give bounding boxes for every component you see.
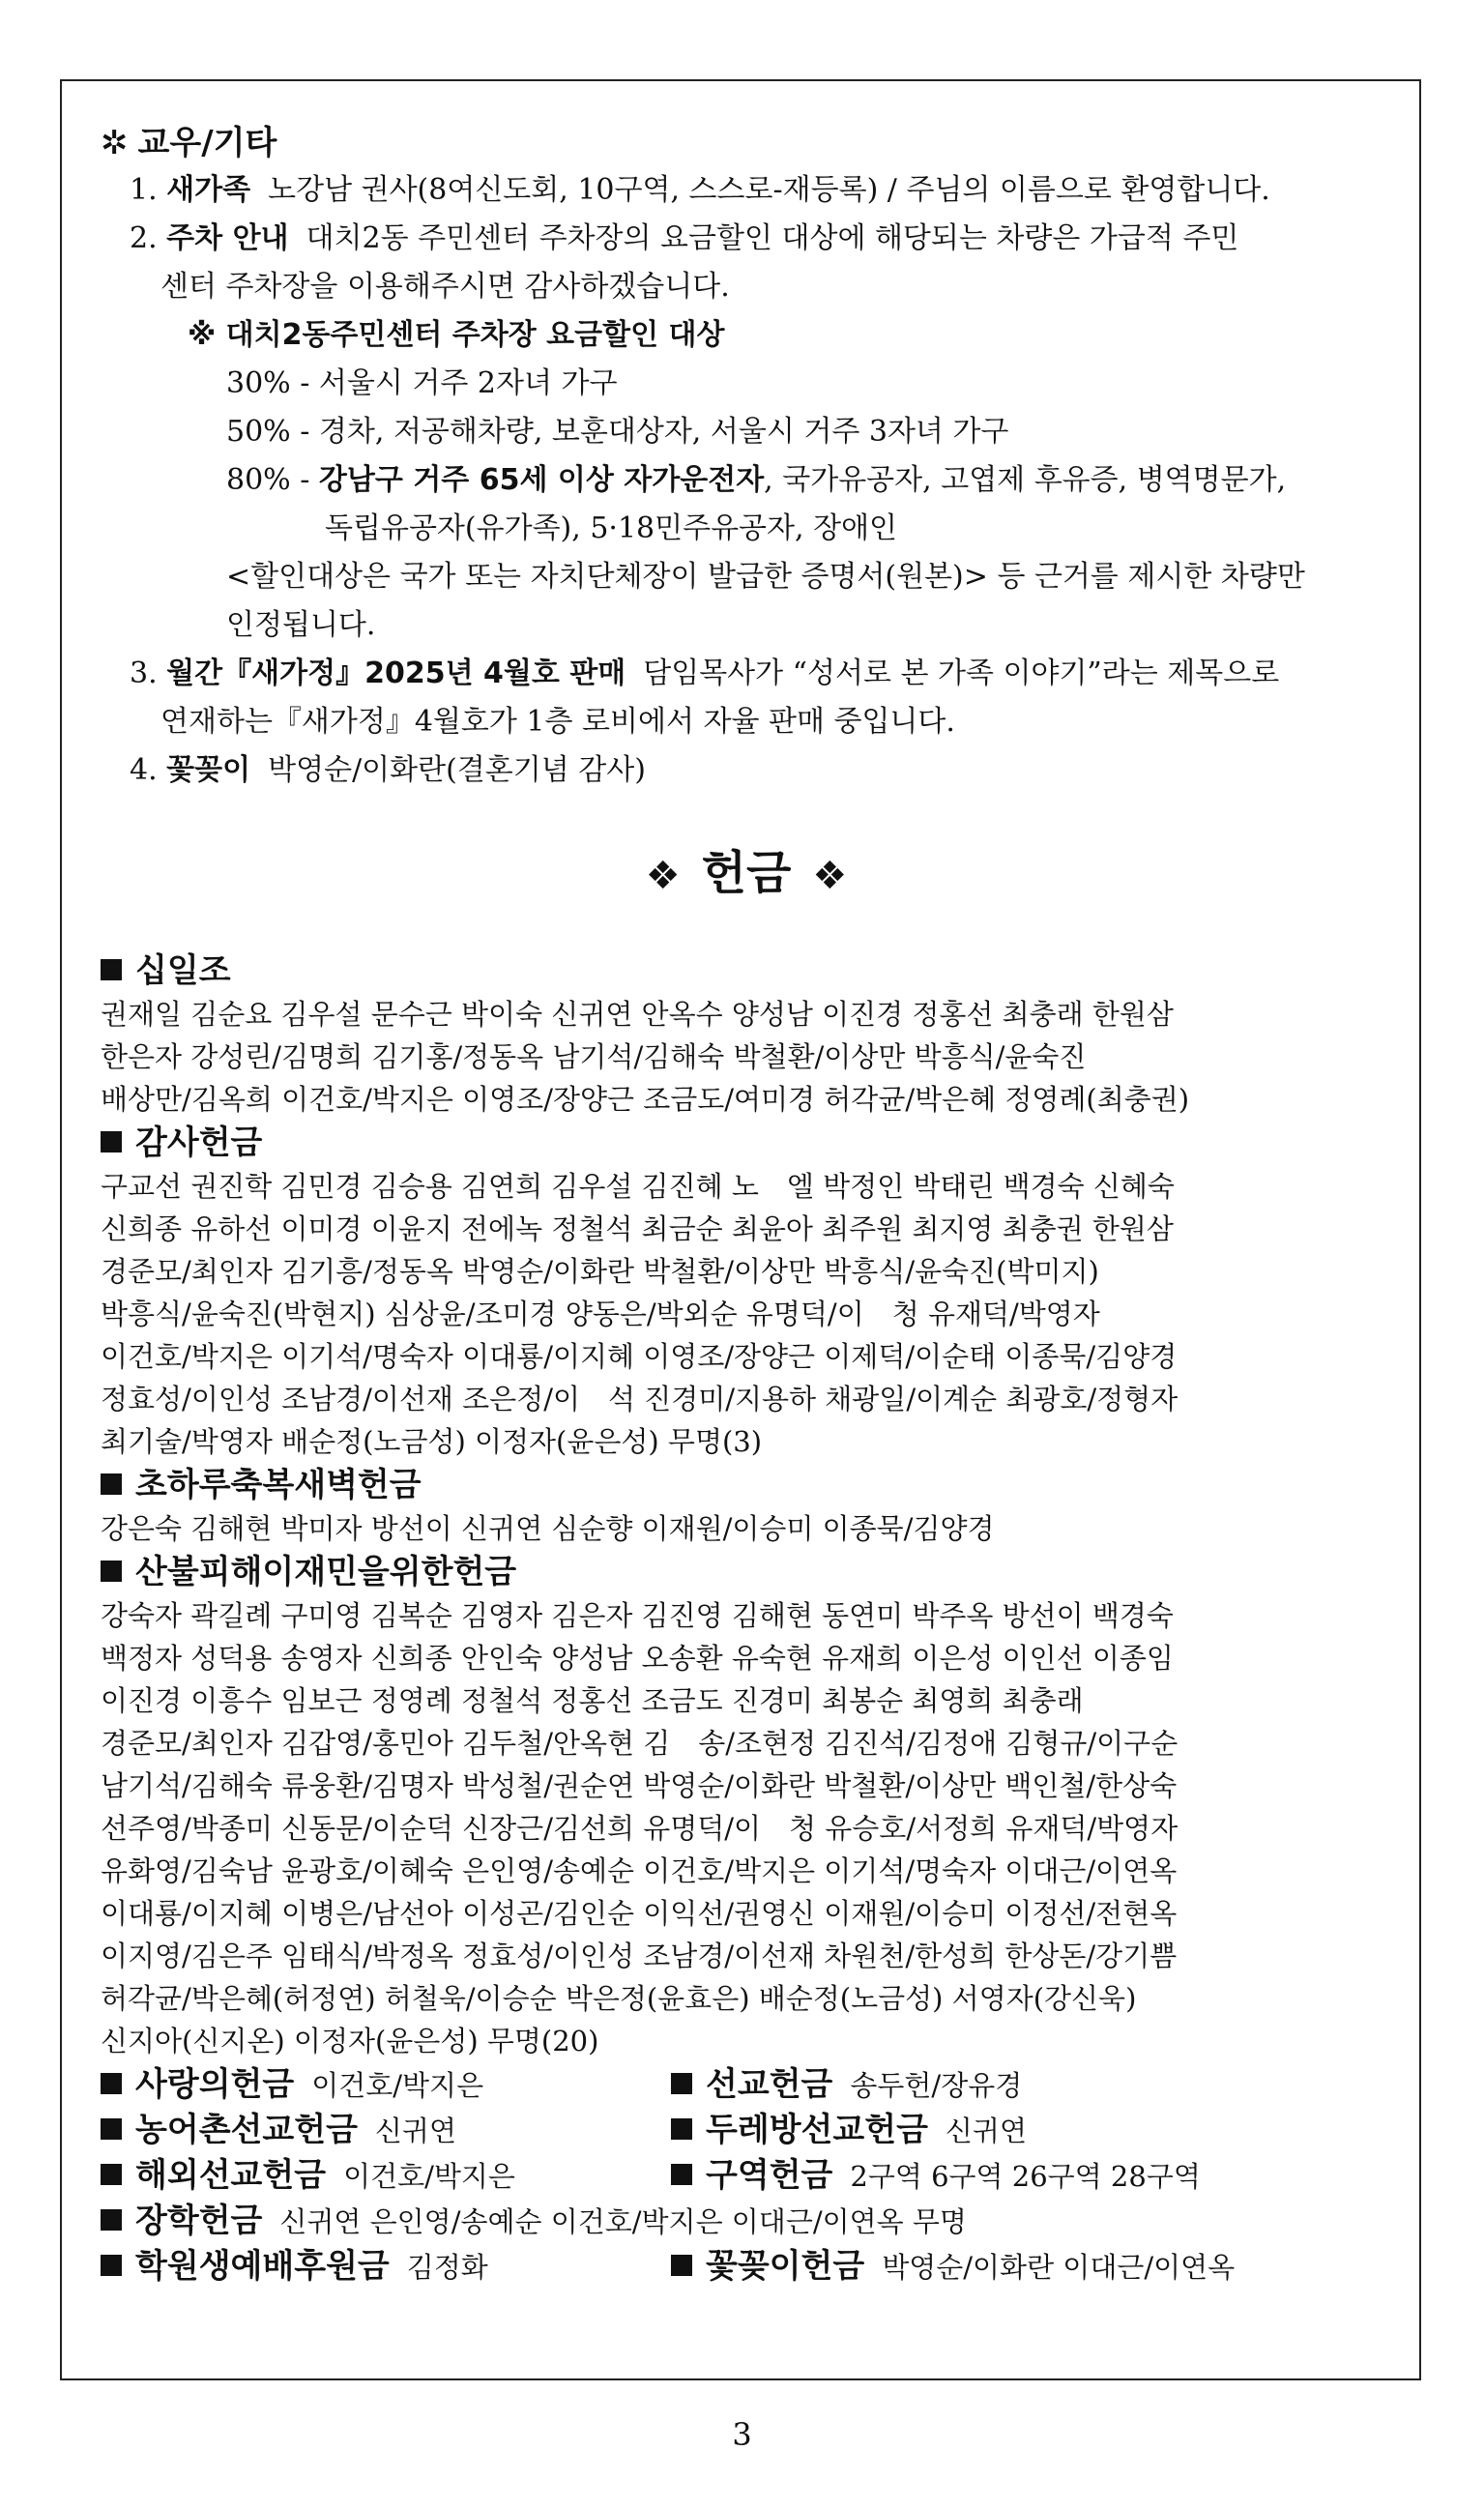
square-bullet-icon [101, 2118, 122, 2140]
page-number: 3 [732, 2416, 752, 2453]
notice-item-3-cont: 연재하는『새가정』4월호가 1층 로비에서 자율 판매 중입니다. [160, 705, 955, 739]
notice-item-3: 3. 월간『새가정』2025년 4월호 판매 담임목사가 “성서로 본 가족 이야기”라는 제목으로 [130, 656, 1280, 690]
diamond-ornament-icon: ❖ [645, 854, 681, 898]
offering-love: 사랑의헌금 이건호/박지은 [101, 2062, 671, 2108]
offering-category-new-moon-dawn: 초하루축복새벽헌금 [101, 1463, 1392, 1507]
square-bullet-icon [101, 1131, 122, 1152]
offering-category-tithe: 십일조 [101, 948, 1392, 993]
donor-line: 배상만/김옥희 이건호/박지은 이영조/장양근 조금도/여미경 허각균/박은혜 정영례(최충권) [101, 1083, 1190, 1116]
donor-line: 이건호/박지은 이기석/명숙자 이대룡/이지혜 이영조/장양근 이제덕/이순태 이종묵/김양경 [101, 1340, 1178, 1373]
offering-academy-worship-support: 학원생예배후원금 김정화 [101, 2244, 671, 2290]
offering-category-wildfire-relief: 산불피해이재민을위한헌금 [101, 1550, 1392, 1594]
bulletin-content [101, 120, 1392, 2290]
donor-line: 신희종 유하선 이미경 이윤지 전에녹 정철석 최금순 최윤아 최주원 최지영 최충권 한원삼 [101, 1212, 1174, 1245]
donor-line: 허각균/박은혜(허정연) 허철욱/이승순 박은정(윤효은) 배순정(노금성) 서영자(강신욱) [101, 1982, 1137, 2015]
notice-item-2-cont: 센터 주차장을 이용해주시면 감사하겠습니다. [160, 270, 730, 304]
donor-line: 강숙자 곽길례 구미영 김복순 김영자 김은자 김진영 김해현 동연미 박주옥 방선이 백경숙 [101, 1599, 1174, 1632]
donor-line: 정효성/이인성 조남경/이선재 조은정/이 석 진경미/지용하 채광일/이계순 최광호/정형자 [101, 1383, 1178, 1415]
parking-rate-30: 30% - 서울시 거주 2자녀 가구 [226, 366, 618, 400]
offering-durebang-mission: 두레방선교헌금 신귀연 [671, 2108, 1241, 2153]
offering-district: 구역헌금 2구역 6구역 26구역 28구역 [671, 2153, 1241, 2199]
donor-line: 최기술/박영자 배순정(노금성) 이정자(윤은성) 무명(3) [101, 1425, 763, 1458]
donor-line: 한은자 강성린/김명희 김기홍/정동옥 남기석/김해숙 박철환/이상만 박흥식/윤숙진 [101, 1040, 1087, 1073]
offering-pair-row [101, 2108, 1392, 2153]
parking-note: <할인대상은 국가 또는 자치단체장이 발급한 증명서(원본)> 등 근거를 제시한 차량만 [226, 560, 1305, 594]
asterisk-icon: ✲ [101, 124, 129, 162]
square-bullet-icon [101, 2209, 122, 2231]
offering-flower: 꽃꽂이헌금 박영순/이화란 이대근/이연옥 [671, 2244, 1241, 2290]
parking-discount-heading: ※ 대치2동주민센터 주차장 요금할인 대상 [188, 318, 725, 352]
offering-scholarship: 장학헌금 신귀연 은인영/송예순 이건호/박지은 이대근/이연옥 무명 [101, 2199, 967, 2244]
square-bullet-icon [101, 2073, 122, 2094]
diamond-ornament-icon: ❖ [812, 854, 848, 898]
notice-item-4: 4. 꽃꽂이 박영순/이화란(결혼기념 감사) [130, 753, 646, 787]
offering-pair-row [101, 2153, 1392, 2199]
notice-heading: ✲ 교우/기타 [101, 124, 277, 162]
square-bullet-icon [671, 2255, 692, 2276]
donor-line: 신지아(신지온) 이정자(윤은성) 무명(20) [101, 2025, 599, 2057]
donor-line: 이지영/김은주 임태식/박정옥 정효성/이인성 조남경/이선재 차원천/한성희 한상돈/강기쁨 [101, 1940, 1178, 1972]
offering-rural-mission: 농어촌선교헌금 신귀연 [101, 2108, 671, 2153]
bulletin-frame [60, 79, 1421, 2380]
donor-line: 이대룡/이지혜 이병은/남선아 이성곤/김인순 이익선/권영신 이재원/이승미 이정선/전현옥 [101, 1897, 1178, 1930]
donor-line: 이진경 이흥수 임보근 정영례 정철석 정홍선 조금도 진경미 최봉순 최영희 최충래 [101, 1684, 1084, 1717]
donor-line: 경준모/최인자 김갑영/홍민아 김두철/안옥현 김 송/조현정 김진석/김정애 김형규/이구순 [101, 1727, 1178, 1760]
donor-line: 박흥식/윤숙진(박현지) 심상윤/조미경 양동은/박외순 유명덕/이 청 유재덕/박영자 [101, 1298, 1100, 1330]
donor-line: 남기석/김해숙 류웅환/김명자 박성철/권순연 박영순/이화란 박철환/이상만 백인철/한상숙 [101, 1769, 1178, 1802]
square-bullet-icon [671, 2118, 692, 2140]
square-bullet-icon [101, 2164, 122, 2185]
square-bullet-icon [101, 959, 122, 980]
square-bullet-icon [101, 1473, 122, 1495]
donor-line: 권재일 김순요 김우설 문수근 박이숙 신귀연 안옥수 양성남 이진경 정홍선 최충래 한원삼 [101, 998, 1174, 1031]
square-bullet-icon [671, 2073, 692, 2094]
donor-line: 구교선 권진학 김민경 김승용 김연희 김우설 김진혜 노 엘 박정인 박태린 백경숙 신혜숙 [101, 1170, 1175, 1203]
donor-line: 선주영/박종미 신동문/이순덕 신장근/김선희 유명덕/이 청 유승호/서정희 유재덕/박영자 [101, 1812, 1178, 1845]
parking-rate-80-cont: 독립유공자(유가족), 5·18민주유공자, 장애인 [325, 511, 898, 545]
parking-rate-50: 50% - 경차, 저공해차량, 보훈대상자, 서울시 거주 3자녀 가구 [226, 415, 1009, 449]
donor-line: 유화영/김숙남 윤광호/이혜숙 은인영/송예순 이건호/박지은 이기석/명숙자 이대근/이연옥 [101, 1854, 1178, 1887]
donor-line: 강은숙 김해현 박미자 방선이 신귀연 심순향 이재원/이승미 이종묵/김양경 [101, 1512, 995, 1545]
offering-mission: 선교헌금 송두헌/장유경 [671, 2062, 1241, 2108]
offering-overseas-mission: 해외선교헌금 이건호/박지은 [101, 2153, 671, 2199]
parking-note-cont: 인정됩니다. [226, 608, 376, 642]
square-bullet-icon [101, 2255, 122, 2276]
offering-title: ❖ 헌금 ❖ [645, 846, 848, 900]
offering-pair-row [101, 2244, 1392, 2290]
notice-item-2: 2. 주차 안내 대치2동 주민센터 주차장의 요금할인 대상에 해당되는 차량은 가급적 주민 [130, 221, 1239, 255]
donor-line: 경준모/최인자 김기흥/정동옥 박영순/이화란 박철환/이상만 박흥식/윤숙진(박미지) [101, 1255, 1099, 1288]
offering-pair-row [101, 2062, 1392, 2108]
notice-item-1: 1. 새가족 노강남 권사(8여신도회, 10구역, 스스로-재등록) / 주님의 이름으로 환영합니다. [130, 173, 1270, 207]
square-bullet-icon [671, 2164, 692, 2185]
offering-category-thanksgiving: 감사헌금 [101, 1121, 1392, 1165]
parking-rate-80: 80% - 강남구 거주 65세 이상 자가운전자, 국가유공자, 고엽제 후유증, 병역명문가, [226, 463, 1287, 497]
square-bullet-icon [101, 1561, 122, 1582]
offering-pair-row [101, 2199, 1392, 2244]
donor-line: 백정자 성덕용 송영자 신희종 안인숙 양성남 오송환 유숙현 유재희 이은성 이인선 이종임 [101, 1642, 1174, 1675]
